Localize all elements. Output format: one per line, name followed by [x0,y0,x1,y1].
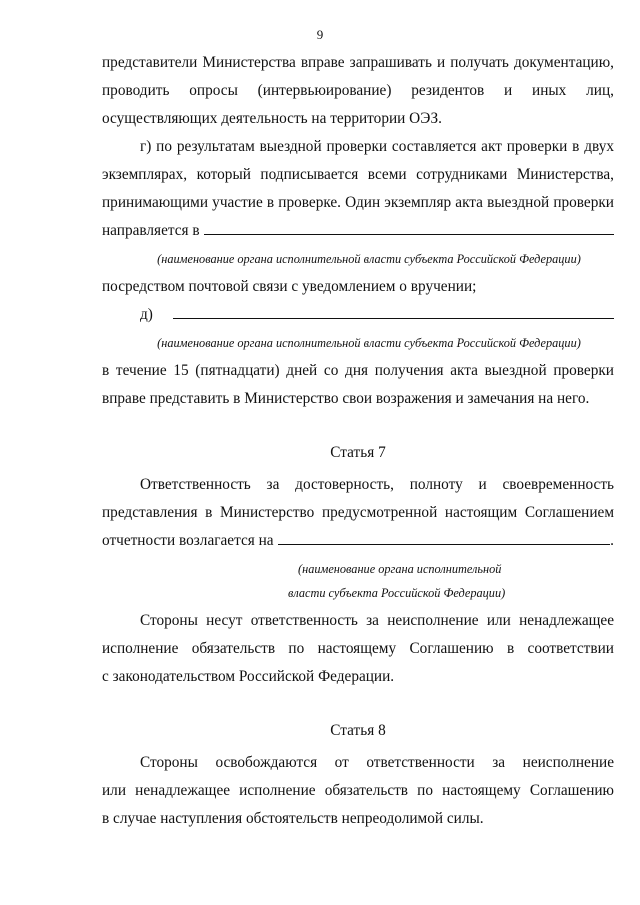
word: в [506,640,515,657]
text-span: направляется в [102,222,200,239]
word: Ответственность [140,476,251,493]
word: ответственности [366,754,475,771]
text-line: в течение 15 (пятнадцати) дней со дня получения акта выездной проверки [102,362,614,379]
blank-field-line [173,301,614,319]
text-line-spread [102,635,614,663]
blank-field-line [278,527,611,545]
text-line: г) по результатам выездной проверки составляется акт проверки в двух [140,138,614,155]
word: (интервьюирование) [257,82,392,99]
word: за [266,476,280,493]
word: иных [532,82,567,99]
word: Соглашению [409,640,494,657]
text-line: представления в Министерство предусмотренной настоящим Соглашением [102,504,614,521]
field-caption: (наименование органа исполнительной власти субъекта Российской Федерации) [157,336,581,350]
word: опросы [189,82,238,99]
text-line: вправе представить в Министерство свои возражения и замечания на него. [102,390,590,407]
word: проводить [102,82,170,99]
word: за [492,754,506,771]
word: по [288,640,305,657]
word: соответствии [527,640,614,657]
text-line: экземплярах, который подписывается всеми сотрудниками Министерства, [102,166,614,183]
text-line-spread [102,471,614,499]
word: полноту [409,476,463,493]
text-line: посредством почтовой связи с уведомлением о вручении; [102,278,477,295]
word: резидентов [411,82,485,99]
field-caption: (наименование органа исполнительной [298,562,502,576]
text-line: представители Министерства вправе запрашивать и получать документацию, [102,54,614,71]
text-line: с законодательством Российской Федерации. [102,668,395,685]
field-caption: (наименование органа исполнительной власти субъекта Российской Федерации) [157,252,581,266]
word: обязательств [191,640,276,657]
fill-in-line [102,301,614,329]
blank-field-line [204,217,614,235]
word: своевременность [502,476,614,493]
text-line-spread [102,749,614,777]
word: и [478,476,487,493]
document-body [102,49,614,833]
fill-in-line [102,527,614,555]
page-number: 9 [316,27,324,42]
word: освобождаются [215,754,318,771]
word: исполнение [102,640,179,657]
word: неисполнение [522,754,614,771]
word: достоверность, [295,476,394,493]
text-span: отчетности возлагается на [102,532,274,549]
text-line: или ненадлежащее исполнение обязательств по настоящему Соглашению [102,782,614,799]
text-line-spread [102,77,614,105]
text-span: . [610,532,614,549]
article-8-heading: Статья 8 [330,722,386,739]
text-line: в случае наступления обстоятельств непреодолимой силы. [102,810,484,827]
item-label: д) [140,306,153,323]
word: настоящему [317,640,397,657]
fill-in-line [102,217,614,245]
field-caption: власти субъекта Российской Федерации) [288,586,506,600]
word: и [504,82,513,99]
article-7-heading: Статья 7 [330,444,386,461]
text-line: осуществляющих деятельность на территории ОЭЗ. [102,110,442,127]
text-line: принимающими участие в проверке. Один экземпляр акта выездной проверки [102,194,614,211]
word: лиц, [586,82,614,99]
word: от [334,754,349,771]
word: Стороны [140,754,198,771]
text-line: Стороны несут ответственность за неисполнение или ненадлежащее [140,612,614,629]
